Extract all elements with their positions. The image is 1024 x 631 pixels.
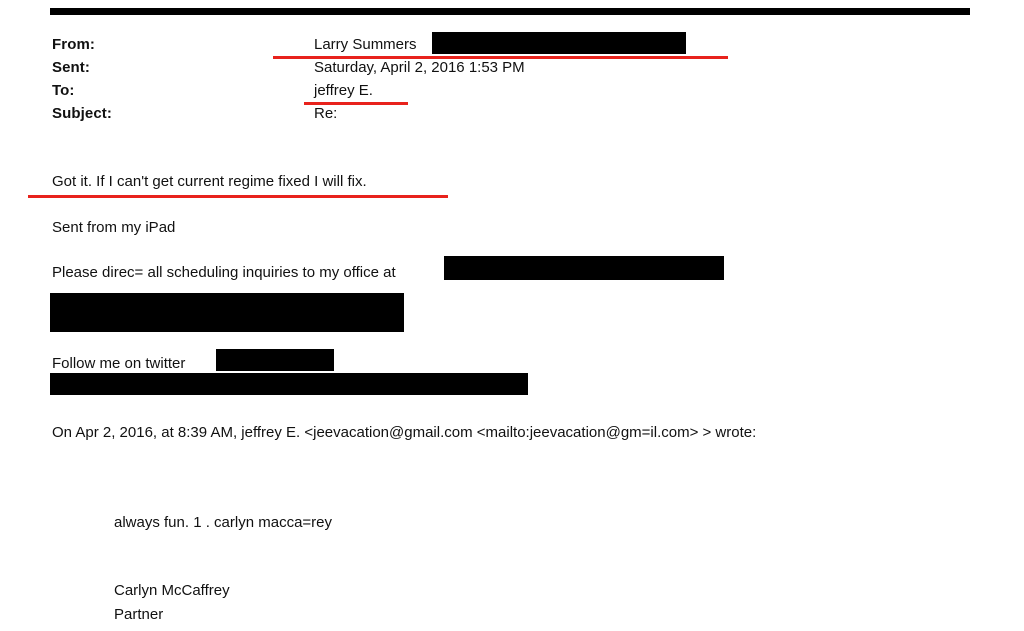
highlight-underline-from (273, 56, 728, 59)
header-label-subject: Subject: (52, 105, 112, 122)
body-line-scheduling: Please direc= all scheduling inquiries to my office at (52, 264, 396, 281)
highlight-underline-body-line-1 (28, 195, 448, 198)
quote-signature-title: Partner (114, 606, 164, 623)
redaction-bar-twitter-handle (216, 349, 334, 371)
header-value-to: jeffrey E. (314, 82, 373, 99)
body-line-twitter: Follow me on twitter (52, 355, 186, 372)
redaction-bar-twitter-block (50, 373, 528, 395)
highlight-underline-to (304, 102, 408, 105)
header-row-to (52, 82, 952, 105)
quote-intro-line: On Apr 2, 2016, at 8:39 AM, jeffrey E. <jeevacation@gmail.com <mailto:jeevacation@gm=il.com> > wrote: (52, 424, 757, 441)
header-value-subject: Re: (314, 105, 338, 122)
quote-body-line-1: always fun. 1 . carlyn macca=rey (114, 514, 333, 531)
header-row-subject (52, 105, 952, 128)
header-value-sent: Saturday, April 2, 2016 1:53 PM (314, 59, 525, 76)
redaction-bar-office-contact (444, 256, 724, 280)
body-line-sent-from-ipad: Sent from my iPad (52, 219, 176, 236)
redaction-bar-office-block (50, 293, 404, 332)
header-label-sent: Sent: (52, 59, 90, 76)
quote-signature-name: Carlyn McCaffrey (114, 582, 230, 599)
body-line-1: Got it. If I can't get current regime fixed I will fix. (52, 173, 367, 190)
header-label-to: To: (52, 82, 75, 99)
header-value-from: Larry Summers (314, 36, 417, 53)
redaction-bar-from-address (432, 32, 686, 54)
header-row-sent (52, 59, 952, 82)
top-divider-rule (50, 8, 970, 15)
header-label-from: From: (52, 36, 95, 53)
